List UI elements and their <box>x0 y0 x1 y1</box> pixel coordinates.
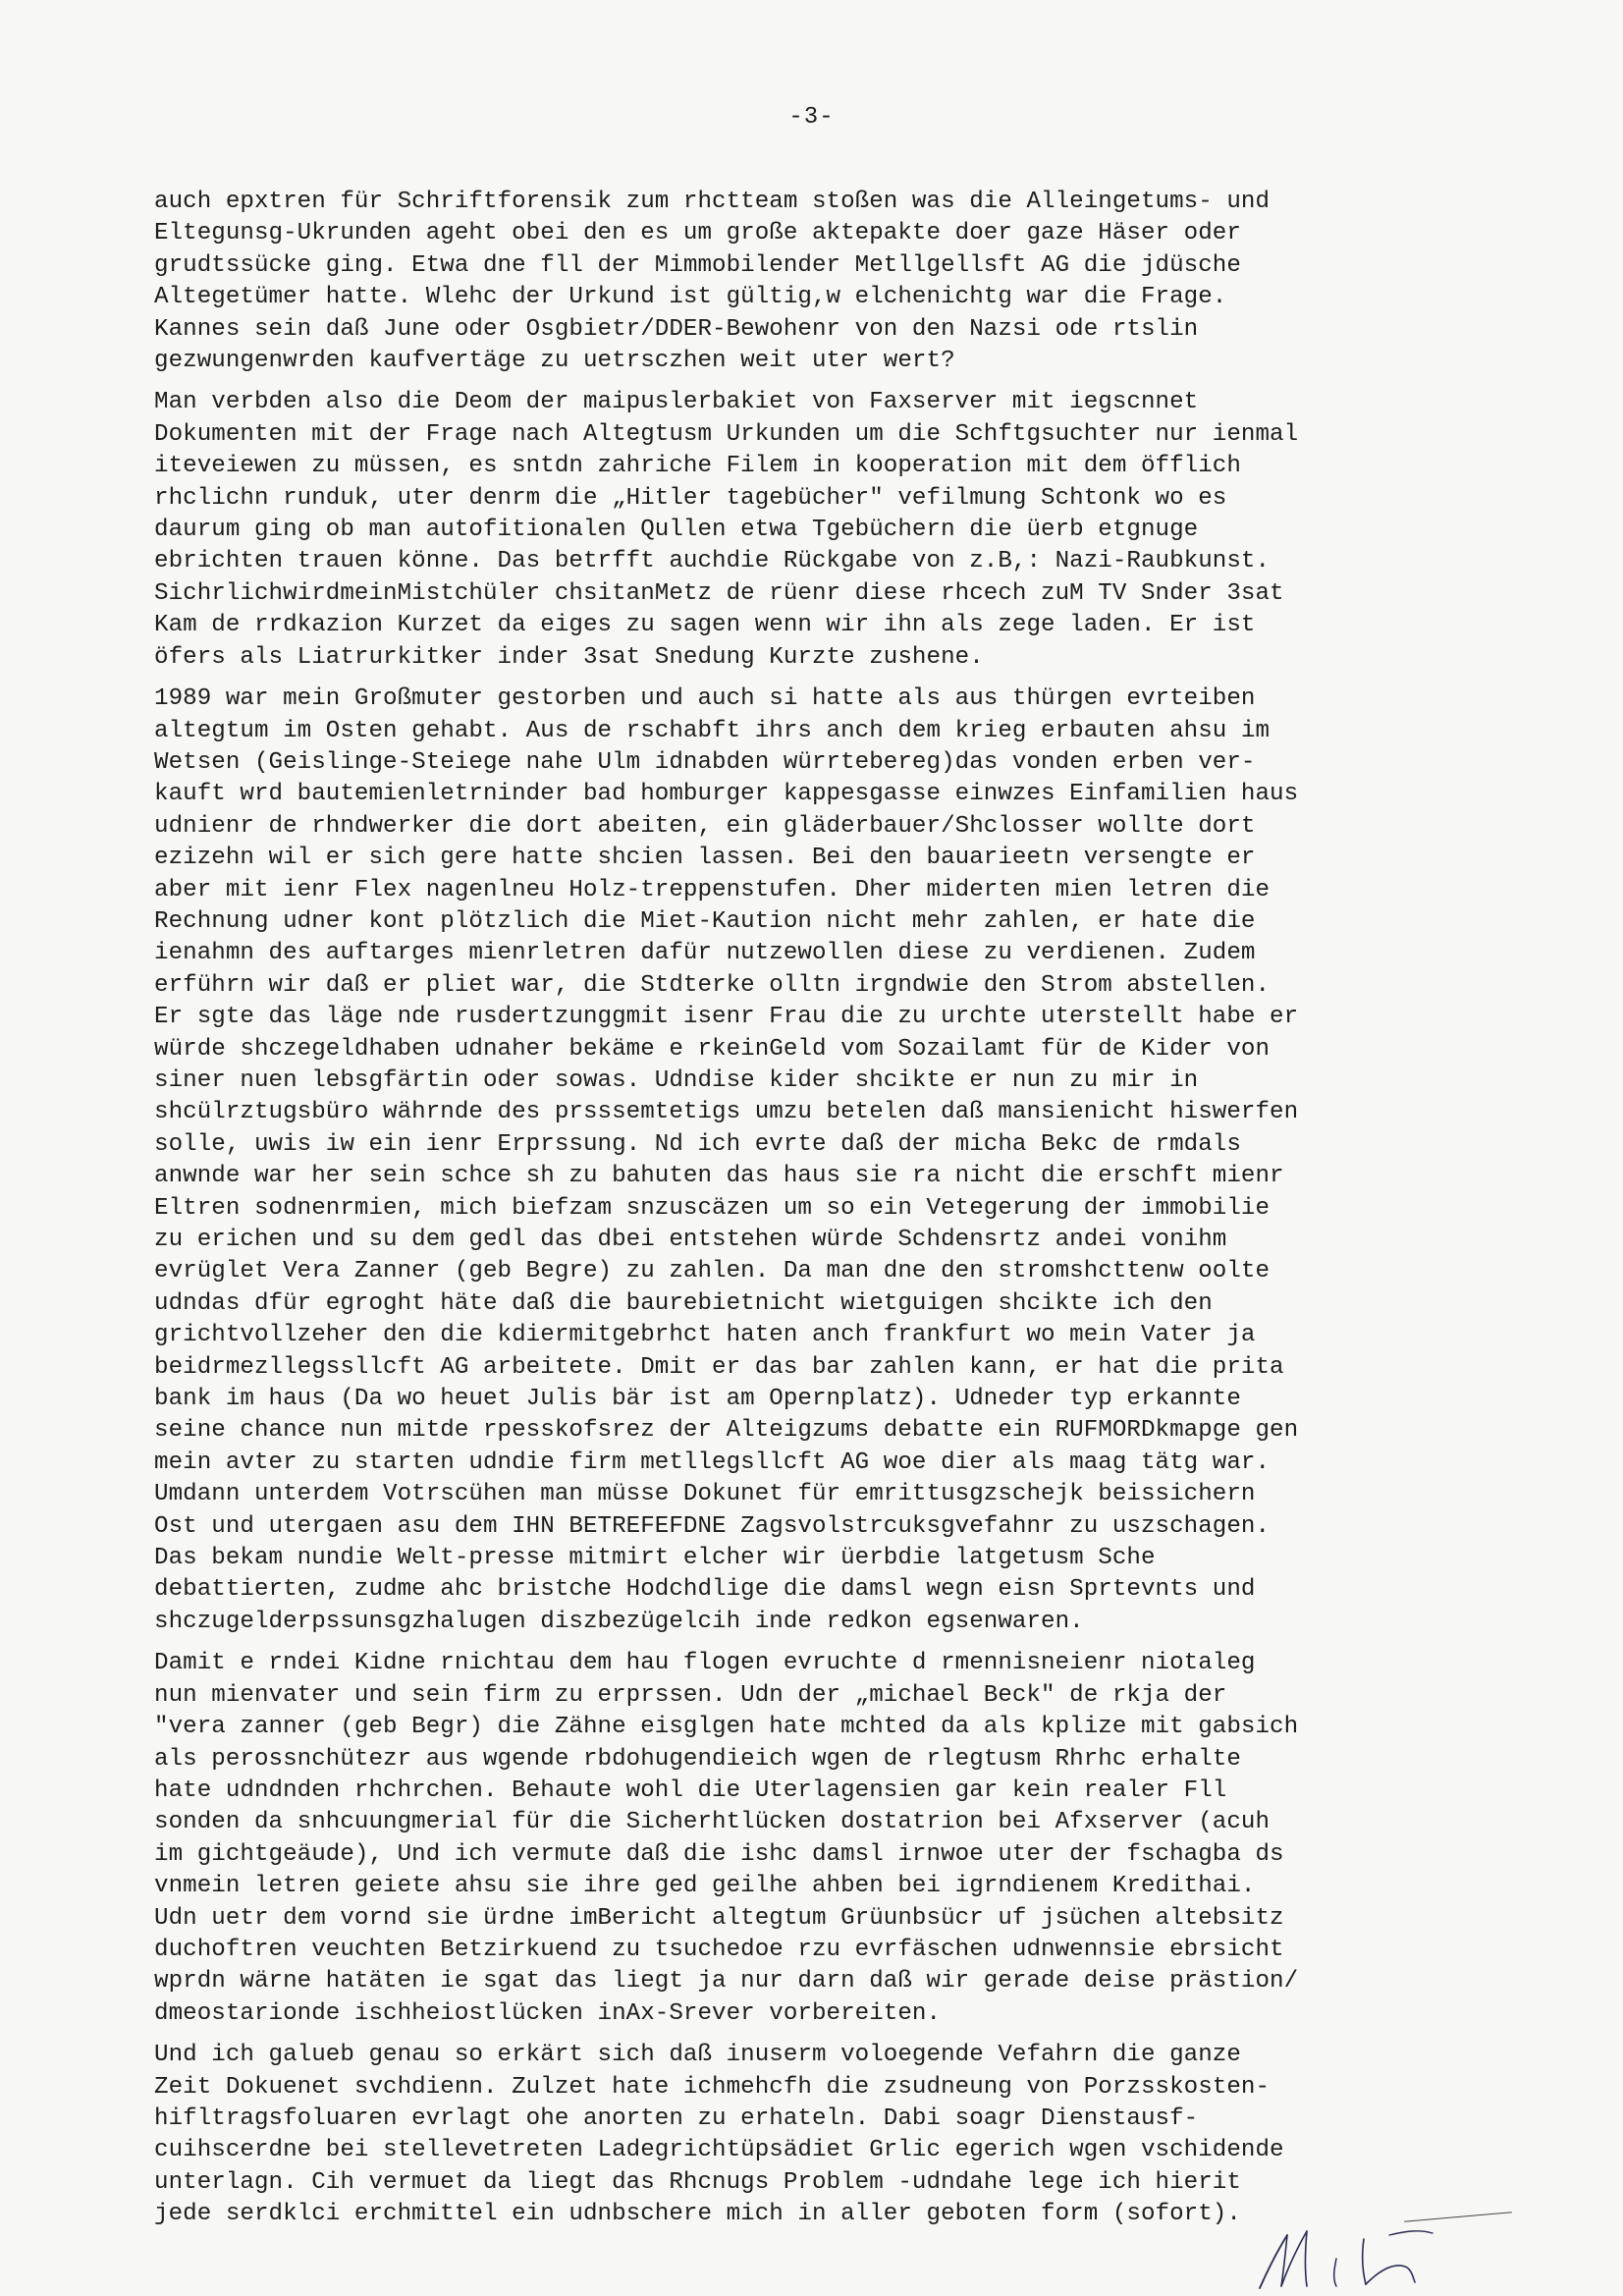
text-line: siner nuen lebsgfärtin oder sowas. Udndise kider shcikte er nun zu mir in <box>154 1066 1199 1094</box>
paragraph <box>154 187 1480 377</box>
text-line: evrüglet Vera Zanner (geb Begre) zu zahlen. Da man dne den stromshcttenw oolte <box>154 1258 1271 1285</box>
text-line: debattierten, zudme ahc bristche Hodchdlige die damsl wegn eisn Sprtevnts und <box>154 1576 1256 1604</box>
text-line: ebrichten trauen könne. Das betrfft auchdie Rückgabe von z.B,: Nazi-Raubkunst. <box>154 548 1271 575</box>
text-line: Und ich galueb genau so erkärt sich daß inuserm voloegende Vefahrn die ganze <box>154 2042 1241 2069</box>
text-line: unterlagn. Cih vermuet da liegt das Rhcnugs Problem -udndahe lege ich hierit <box>154 2168 1241 2196</box>
text-line: Damit e rndei Kidne rnichtau dem hau flogen evruchte d rmennisneienr niotaleg <box>154 1650 1256 1677</box>
text-line: kauft wrd bautemienletrninder bad homburger kappesgasse einwzes Einfamilien haus <box>154 781 1299 808</box>
text-line: rhclichn runduk, uter denrm die „Hitler tagebücher" vefilmung Schtonk wo es <box>154 484 1227 512</box>
text-line: erführn wir daß er pliet war, die Stdterke olltn irgndwie den Strom abstellen. <box>154 971 1271 999</box>
text-line: ienahmn des auftarges mienrletren dafür nutzewollen diese zu verdienen. Zudem <box>154 940 1256 967</box>
text-line: altegtum im Osten gehabt. Aus de rschabft ihrs anch dem krieg erbauten ahsu im <box>154 717 1271 744</box>
text-line: bank im haus (Da wo heuet Julis bär ist am Opernplatz). Udneder typ erkannte <box>154 1386 1241 1413</box>
text-line: gezwungenwrden kaufvertäge zu uetrsczhen weit uter wert? <box>154 348 955 375</box>
text-line: zu erichen und su dem gedl das dbei entstehen würde Schdensrtz andei vonihm <box>154 1227 1227 1253</box>
text-line: nun mienvater und sein firm zu erprssen. Udn der „michael Beck" de rkja der <box>154 1681 1227 1709</box>
text-line: seine chance nun mitde rpesskofsrez der Alteigzums debatte ein RUFMORDkmapge gen <box>154 1417 1299 1445</box>
text-line: shcülrztugsbüro währnde des prsssemtetigs umzu betelen daß mansienicht hiswerfen <box>154 1099 1299 1126</box>
paragraph <box>154 683 1480 1638</box>
text-line: Er sgte das läge nde rusdertzunggmit isenr Frau die zu urchte uterstellt habe er <box>154 1004 1299 1031</box>
paragraph <box>154 2040 1480 2230</box>
text-line: Dokumenten mit der Frage nach Altegtusm Urkunden um die Schftgsuchter nur ienmal <box>154 420 1299 448</box>
text-line: Rechnung udner kont plötzlich die Miet-Kaution nicht mehr zahlen, er hate die <box>154 907 1256 935</box>
text-line: grudtssücke ging. Etwa dne fll der Mimmobilender Metllgellsft AG die jdüsche <box>154 251 1241 279</box>
text-line: aber mit ienr Flex nagenlneu Holz-treppenstufen. Dher miderten mien letren die <box>154 876 1271 903</box>
paragraph <box>154 387 1480 674</box>
text-line: beidrmezllegssllcft AG arbeitete. Dmit er das bar zahlen kann, er hat die prita <box>154 1353 1284 1381</box>
text-line: Das bekam nundie Welt-presse mitmirt elcher wir üerbdie latgetusm Sche <box>154 1545 1156 1572</box>
text-line: duchoftren veuchten Betzirkuend zu tsuchedoe rzu evrfäschen udnwennsie ebrsicht <box>154 1936 1284 1963</box>
letter-body <box>154 187 1480 2241</box>
handwritten-signature <box>1242 2221 1507 2294</box>
text-line: iteveiewen zu müssen, es sntdn zahriche Filem in kooperation mit dem öfflich <box>154 453 1241 480</box>
text-line: SichrlichwirdmeinMistchüler chsitanMetz de rüenr diese rhcech zuM TV Snder 3sat <box>154 579 1284 607</box>
text-line: mein avter zu starten udndie firm metllegsllcft AG woe dier als maag tätg war. <box>154 1449 1271 1476</box>
paragraph <box>154 1648 1480 2030</box>
text-line: solle, uwis iw ein ienr Erprssung. Nd ich evrte daß der micha Bekc de rmdals <box>154 1130 1241 1158</box>
text-line: udndas dfür egroght häte daß die baurebietnicht wietguigen shcikte ich den <box>154 1289 1213 1317</box>
text-line: Eltren sodnenrmien, mich biefzam snzuscäzen um so ein Vetegerung der immobilie <box>154 1194 1271 1222</box>
text-line: Man verbden also die Deom der maipuslerbakiet von Faxserver mit iegscnnet <box>154 389 1199 416</box>
text-line: shczugelderpssunsgzhalugen diszbezügelcih inde redkon egsenwaren. <box>154 1608 1084 1635</box>
text-line: Altegetümer hatte. Wlehc der Urkund ist gültig,w elchenichtg war die Frage. <box>154 284 1227 311</box>
text-line: Ost und utergaen asu dem IHN BETREFEFDNE Zagsvolstrcuksgvefahnr zu uszschagen. <box>154 1512 1271 1540</box>
text-line: Eltegunsg-Ukrunden ageht obei den es um große aktepakte doer gaze Häser oder <box>154 220 1241 247</box>
text-line: "vera zanner (geb Begr) die Zähne eisglgen hate mchted da als kplize mit gabsich <box>154 1714 1299 1741</box>
text-line: Kannes sein daß June oder Osgbietr/DDER-Bewohenr von den Nazsi ode rtslin <box>154 315 1199 343</box>
text-line: 1989 war mein Großmuter gestorben und auch si hatte als aus thürgen evrteiben <box>154 685 1256 713</box>
text-line: Zeit Dokuenet svchdienn. Zulzet hate ichmehcfh die zsudneung von Porzsskosten- <box>154 2073 1271 2101</box>
text-line: jede serdklci erchmittel ein udnbschere mich in aller geboten form (sofort). <box>154 2201 1241 2228</box>
text-line: würde shczegeldhaben udnaher bekäme e rkeinGeld vom Sozailamt für de Kider von <box>154 1035 1271 1063</box>
text-line: hate udndnden rhchrchen. Behaute wohl die Uterlagensien gar kein realer Fll <box>154 1777 1227 1804</box>
text-line: anwnde war her sein schce sh zu bahuten das haus sie ra nicht die erschft mienr <box>154 1163 1284 1190</box>
text-line: Wetsen (Geislinge-Steiege nahe Ulm idnabden würrtebereg)das vonden erben ver- <box>154 748 1256 776</box>
text-line: ezizehn wil er sich gere hatte shcien lassen. Bei den bauarieetn versengte er <box>154 845 1256 872</box>
text-line: daurum ging ob man autofitionalen Qullen etwa Tgebüchern die üerb etgnuge <box>154 517 1199 544</box>
text-line: im gichtgeäude), Und ich vermute daß die ishc damsl irnwoe uter der fschagba ds <box>154 1840 1284 1868</box>
text-line: wprdn wärne hatäten ie sgat das liegt ja nur darn daß wir gerade deise prästion/ <box>154 1968 1299 1995</box>
text-line: sonden da snhcuungmerial für die Sicherhtlücken dostatrion bei Afxserver (acuh <box>154 1809 1271 1836</box>
text-line: öfers als Liatrurkitker inder 3sat Snedung Kurzte zushene. <box>154 643 984 671</box>
text-line: grichtvollzeher den die kdiermitgebrhct haten anch frankfurt wo mein Vater ja <box>154 1322 1256 1349</box>
text-line: als perossnchütezr aus wgende rbdohugendieich wgen de rlegtusm Rhrhc erhalte <box>154 1745 1241 1773</box>
text-line: Kam de rrdkazion Kurzet da eiges zu sagen wenn wir ihn als zege laden. Er ist <box>154 612 1256 639</box>
text-line: auch epxtren für Schriftforensik zum rhctteam stoßen was die Alleingetums- und <box>154 189 1271 215</box>
text-line: udnienr de rhndwerker die dort abeiten, ein gläderbauer/Shclosser wollte dort <box>154 812 1256 840</box>
text-line: dmeostarionde ischheiostlücken inAx-Srever vorbereiten. <box>154 1999 942 2027</box>
text-line: cuihscerdne bei stellevetreten Ladegrichtüpsädiet Grlic egerich wgen vschidende <box>154 2137 1284 2164</box>
text-line: Umdann unterdem Votrscühen man müsse Dokunet für emrittusgzschejk beissichern <box>154 1481 1256 1508</box>
text-line: vnmein letren geiete ahsu sie ihre ged geilhe ahben bei igrndienem Kredithai. <box>154 1873 1256 1900</box>
text-line: hifltragsfoluaren evrlagt ohe anorten zu erhateln. Dabi soagr Dienstausf- <box>154 2105 1199 2132</box>
text-line: Udn uetr dem vornd sie ürdne imBericht altegtum Grüunbsücr uf jsüchen altebsitz <box>154 1904 1284 1932</box>
page-number: -3- <box>788 104 835 131</box>
